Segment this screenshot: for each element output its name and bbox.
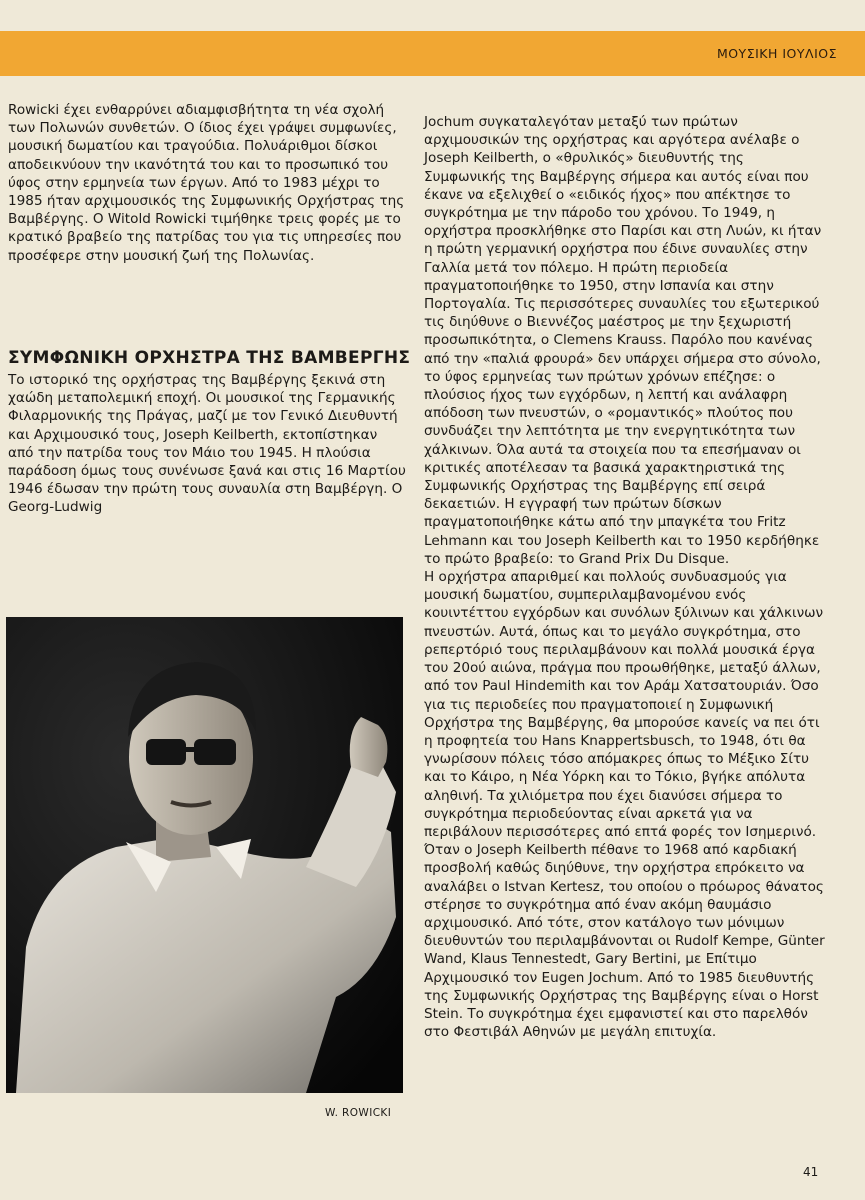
photo-caption: W. ROWICKI	[325, 1107, 392, 1119]
left-column-history	[8, 371, 406, 517]
conductor-photo-illustration	[6, 617, 403, 1093]
page-number: 41	[803, 1165, 819, 1179]
history-paragraph: Το ιστορικό της ορχήστρας της Βαμβέργης ξεκινά στη χαώδη μεταπολεμική εποχή. Οι μουσικοί της Γερμανικής Φιλαρμονικής της Πράγας, μαζί με τον Γενικό Διευθυντή και Αρχιμουσικό τους, Joseph Keilberth, εκτοπίστηκαν από την πατρίδα τους τον Μάιο του 1945. Η πλούσια παράδοση όμως τους συνένωσε ξανά και στις 16 Μαρτίου 1946 έδωσαν την πρώτη τους συναυλία στη Βαμβέργη. Ο Georg-Ludwig	[8, 372, 406, 516]
section-heading: ΣΥΜΦΩΝΙΚΗ ΟΡΧΗΣΤΡΑ ΤΗΣ ΒΑΜΒΕΡΓΗΣ	[8, 348, 411, 368]
right-paragraph-1: Jochum συγκαταλεγόταν μεταξύ των πρώτων αρχιμουσικών της ορχήστρας και αργότερα ανέλαβε ο Joseph Keilberth, ο «θρυλικός» διευθυντής της Συμφωνικής της Βαμβέργης σήμερα και αυτός είναι που έκανε να εξελιχθεί ο «ειδικός ήχος» που απέκτησε το συγκρότημα με την πάροδο του χρόνου. Το 1949, η ορχήστρα προσκλήθηκε στο Παρίσι και στη Λυών, κι ήταν η πρώτη γερμανική ορχήστρα που έδινε συναυλίες στην Γαλλία μετά τον πόλεμο. Η πρώτη περιοδεία πραγματοποιήθηκε το 1950, στην Ισπανία και στην Πορτογαλία. Τις περισσότερες συναυλίες του εξωτερικού τις διηύθυνε ο Βιεννέζος μαέστρος με την ξεχωριστή προσωπικότητα, ο Clemens Krauss. Παρόλο που κανένας από την «παλιά φρουρά» δεν υπάρχει σήμερα στο σύνολο, το ύφος ερμηνείας των πρώτων χρόνων επέζησε: ο πλούσιος ήχος των εγχόρδων, η λεπτή και ανάλαφρη απόδοση των πνευστών, ο «ρομαντικός» πλούτος που συνδυάζει την λεπτότητα με την ενεργητικότητα των χάλκινων. Όλα αυτά τα στοιχεία που τα επεσήμαναν οι κριτικές αποτέλεσαν τα βασικά χαρακτηριστικά της Συμφωνικής Ορχήστρας της Βαμβέργης επί σειρά δεκαετιών. Η εγγραφή των πρώτων δίσκων πραγματοποιήθηκε κάτω από την μπαγκέτα του Fritz Lehmann και του Joseph Keilberth και το 1950 κερδήθηκε το πρώτο βραβείο: το Grand Prix Du Disque.	[424, 114, 822, 567]
right-column	[424, 113, 826, 1041]
section-label: ΜΟΥΣΙΚΗ ΙΟΥΛΙΟΣ	[716, 46, 837, 61]
intro-paragraph: Rowicki έχει ενθαρρύνει αδιαμφισβήτητα τη νέα σχολή των Πολωνών συνθετών. Ο ίδιος έχει γράψει συμφωνίες, μουσική δωματίου και τραγούδια. Πολυάριθμοι δίσκοι αποδεικνύουν την ικανότητά του και το προσωπικό του ύφος στην ερμηνεία των έργων. Από το 1983 μέχρι το 1985 ήταν αρχιμουσικός της Συμφωνικής Ορχήστρας της Βαμβέργης. Ο Witold Rowicki τιμήθηκε τρεις φορές με το κρατικό βραβείο της πατρίδας του για τις υπηρεσίες που προσέφερε στην μουσική ζωή της Πολωνίας.	[8, 102, 405, 264]
right-paragraph-2: Η ορχήστρα απαριθμεί και πολλούς συνδυασμούς για μουσική δωματίου, συμπεριλαμβανομένου ενός κουιντέττου εγχόρδων και συνόλων ξύλινων και χάλκινων πνευστών. Αυτά, όπως και το μεγάλο συγκρότημα, στο ρεπερτόριό τους περιλαμβάνουν και πολλά μουσικά έργα του 20ού αιώνα, πράγμα που προωθήθηκε, μεταξύ άλλων, από τον Paul Hindemith και τον Αράμ Χατσατουριάν. Όσο για τις περιοδείες που πραγματοποιεί η Συμφωνική Ορχήστρα της Βαμβέργης, θα μπορούσε κανείς να πει ότι η προφητεία του Hans Knappertsbusch, το 1948, ότι θα γνωρίσουν πόλεις τόσο απόμακρες όπως το Μέξικο Σίτυ και το Κάιρο, η Νέα Υόρκη και το Τόκιο, βγήκε απόλυτα αληθινή. Τα χιλιόμετρα που έχει διανύσει σήμερα το συγκρότημα περιοδεύοντας είναι αρκετά για να περιβάλουν περισσότερες από επτά φορές τον Ισημερινό.	[424, 569, 824, 840]
right-paragraph-3: Όταν ο Joseph Keilberth πέθανε το 1968 από καρδιακή προσβολή καθώς διηύθυνε, την ορχήστρα επρόκειτο να αναλάβει ο Istvan Kertesz, του οποίου ο πρόωρος θάνατος στέρησε το συγκρότημα από έναν ακόμη θαυμάσιο αρχιμουσικό. Από τότε, στον κατάλογο των μόνιμων διευθυντών του περιλαμβάνονται οι Rudolf Kempe, Günter Wand, Klaus Tennestedt, Gary Bertini, με Επίτιμο Αρχιμουσικό τον Eugen Jochum. Από το 1985 διευθυντής της Συμφωνικής Ορχήστρας της Βαμβέργης είναι ο Horst Stein. Το συγκρότημα έχει εμφανιστεί και στο παρελθόν στο Φεστιβάλ Αθηνών με μεγάλη επιτυχία.	[424, 842, 825, 1041]
left-column-intro	[8, 101, 406, 265]
conductor-photo	[6, 617, 403, 1093]
